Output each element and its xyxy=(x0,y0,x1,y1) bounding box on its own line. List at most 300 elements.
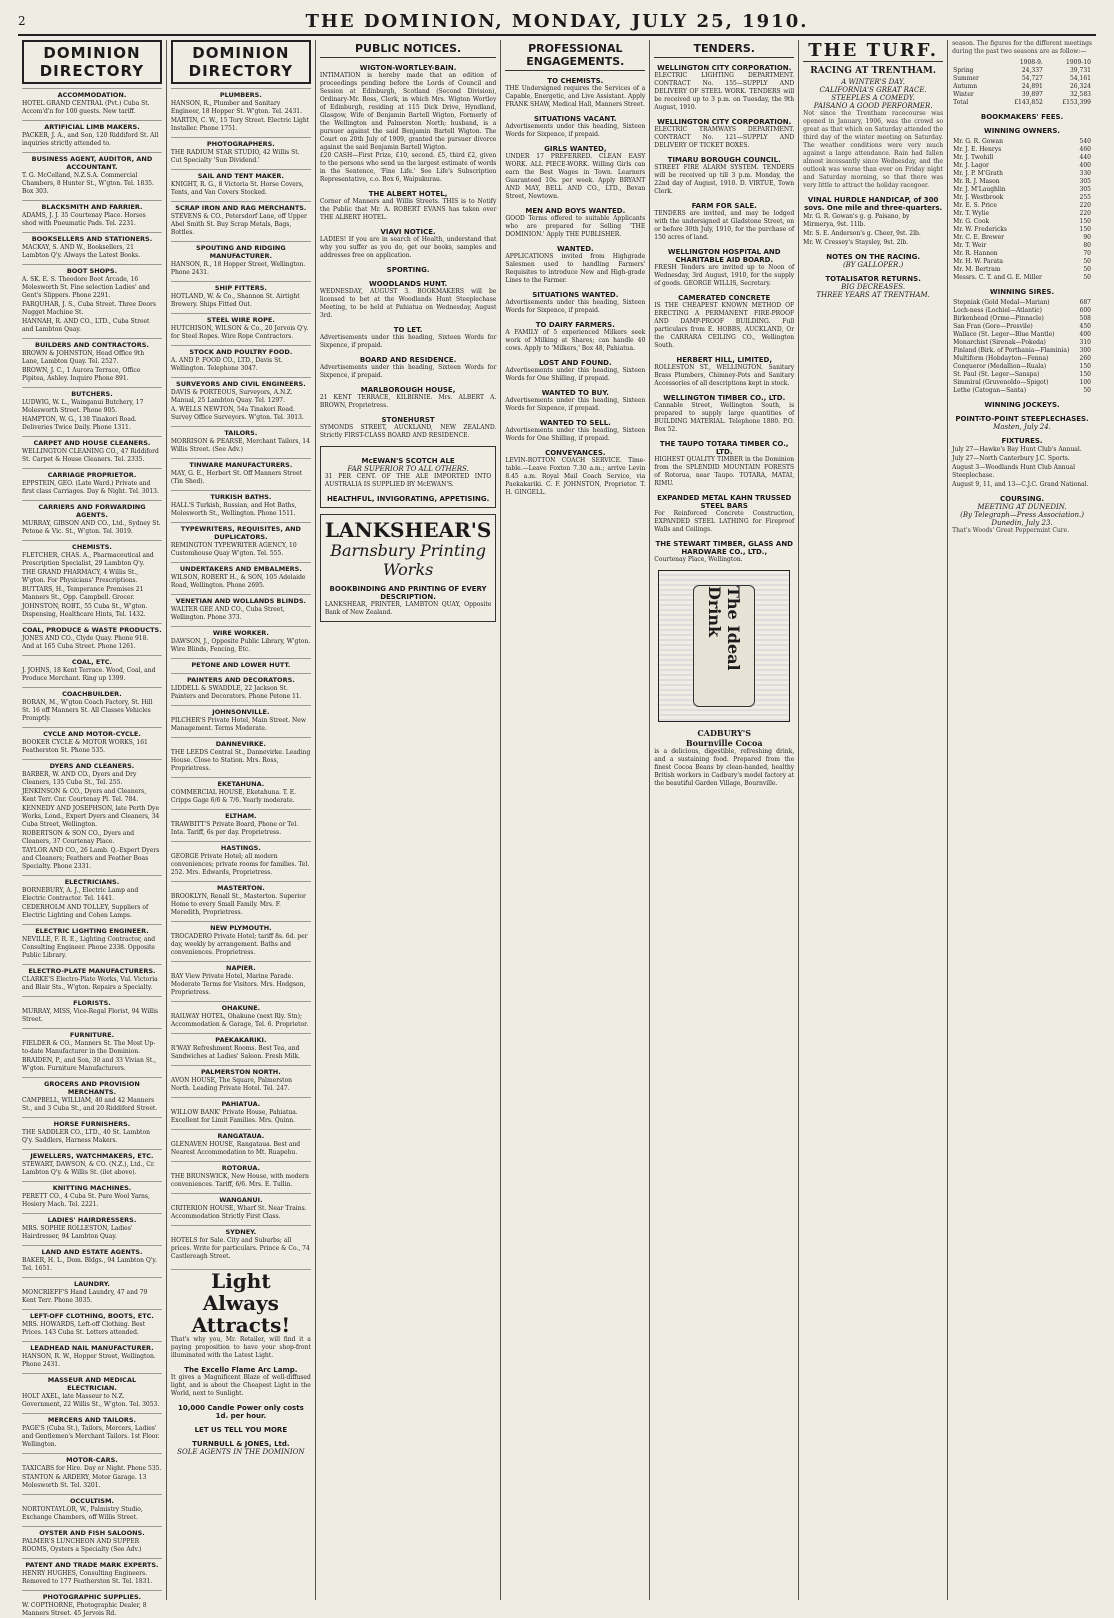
directory-section-heading: TYPEWRITERS, REQUISITES, AND DUPLICATORS. xyxy=(171,522,311,541)
table-cell: 150 xyxy=(1079,218,1091,225)
table-row xyxy=(952,202,1092,210)
directory-entry: HALL'S Turkish, Russian, and Hot Baths, Molesworth St., Wellington. Phone 1511. xyxy=(170,502,297,517)
table-cell: Autumn xyxy=(953,83,978,90)
directory-entry: LUDWIG, W. L., Wainganui Butchery, 17 Molesworth Street. Phone 905. xyxy=(22,399,144,414)
directory-section-heading: OCCULTISM. xyxy=(22,1494,162,1505)
directory-entry: DAWSON, J., Opposite Public Library, W'gton. Wire Blinds, Fencing, Etc. xyxy=(170,638,311,653)
directory-entry: KNIGHT, R. G., 8 Victoria St. Horse Covers, Tents, and Van Covers Stocked. xyxy=(170,181,304,196)
ad-footer: LANKSHEAR, PRINTER, LAMBTON QUAY, Opposite Bank of New Zealand. xyxy=(324,601,492,616)
tender-title: HERBERT HILL, LIMITED, xyxy=(676,356,772,364)
notice-title: VIAVI NOTICE. xyxy=(380,228,436,236)
page-columns xyxy=(18,40,1096,1617)
table-cell: Wallace (St. Leger—Blue Mantle) xyxy=(953,331,1055,338)
notice-title: GIRLS WANTED, xyxy=(544,145,607,153)
sub-headline: A WINTER'S DAY. xyxy=(841,78,905,86)
directory-section-heading: STEEL WIRE ROPE. xyxy=(171,313,311,324)
directory-section-heading: OHAKUNE. xyxy=(171,1001,311,1012)
turf-title: THE TURF. xyxy=(803,40,943,62)
season-table xyxy=(952,59,1092,107)
table-row xyxy=(952,363,1092,371)
notice-title: SITUATIONS WANTED. xyxy=(532,291,619,299)
ad-company-sub: SOLE AGENTS IN THE DOMINION xyxy=(177,1448,305,1456)
table-cell: Mr. M. Bertram xyxy=(953,266,1001,273)
table-cell: 305 xyxy=(1079,186,1091,193)
directory-section-heading: HORSE FURNISHERS. xyxy=(22,1117,162,1128)
masthead xyxy=(18,8,1096,36)
table-cell: Mr. G. R. Gowan xyxy=(953,138,1003,145)
table-cell: 70 xyxy=(1083,250,1091,257)
notes-byline: (BY GALLOPER.) xyxy=(842,261,904,269)
p2p-heading: POINT-TO-POINT STEEPLECHASES. xyxy=(955,415,1089,423)
notice-body: A FAMILY of 5 experienced Milkers seek work of Milking at Shares; can handle 40 cows. Apply to 'Milkers,' Box 48, Pahiatua. xyxy=(505,329,646,352)
table-cell: Mr. C. E. Brewer xyxy=(953,234,1005,241)
table-row xyxy=(952,226,1092,234)
table-row xyxy=(952,379,1092,387)
directory-section-heading: KNITTING MACHINES. xyxy=(22,1181,162,1192)
table-cell: 687 xyxy=(1079,299,1091,306)
directory-entry: J. JOHNS, 18 Kent Terrace. Wood, Coal, and Produce Merchant. Ring up 1399. xyxy=(22,667,156,682)
directory-entry: BAKER, H. L., Dom. Bldgs., 94 Lambton Q'y. Tel. 1651. xyxy=(22,1257,157,1272)
table-row xyxy=(952,138,1092,146)
directory-entry: R'WAY Refreshment Rooms. Best Tea, and Sandwiches at Ladies' Saloon. Fresh Milk. xyxy=(170,1045,300,1060)
sub-headline: PAISANO A GOOD PERFORMER. xyxy=(813,102,933,110)
directory-section-heading: TINWARE MANUFACTURERS. xyxy=(171,458,311,469)
directory-section-heading: MOTOR-CARS. xyxy=(22,1453,162,1464)
directory-section-heading: BOOKSELLERS AND STATIONERS. xyxy=(22,232,162,243)
tender-title: TIMARU BOROUGH COUNCIL. xyxy=(667,156,781,164)
race-result: Mr. G. R. Gowan's g. g. Paisano, by Mirmerya, 9st. 11lb. xyxy=(803,213,910,228)
directory-entry: HAMPTON, W. G., 138 Tinakori Road. Deliveries Twice Daily. Phone 1311. xyxy=(22,416,137,431)
owners-table xyxy=(952,138,1092,282)
directory-section-heading: ACCOMMODATION. xyxy=(22,88,162,99)
table-row xyxy=(952,186,1092,194)
ad-body: That's why you, Mr. Retailer, will find it a paying proposition to have your shop-front illuminated with the Latest Light. xyxy=(170,1336,311,1359)
directory-entry: HANNAH, R. AND CO., LTD., Cuba Street and Lambton Quay. xyxy=(22,318,150,333)
directory-section-heading: PHOTOGRAPHERS. xyxy=(171,137,311,148)
tender-title: WELLINGTON TIMBER CO., LTD. xyxy=(663,394,786,402)
table-cell: Winter xyxy=(953,91,974,98)
table-cell: Mr. J. M'Laughlin xyxy=(953,186,1006,193)
professional-heading: PROFESSIONAL ENGAGEMENTS. xyxy=(505,40,645,71)
directory-entry: TAXICABS for Hire. Day or Night. Phone 535. xyxy=(22,1465,162,1472)
table-row xyxy=(952,331,1092,339)
table-row xyxy=(952,170,1092,178)
race-result: Mr. W. Cressey's Staysley, 9st. 2lb. xyxy=(803,239,909,246)
table-row xyxy=(952,154,1092,162)
sires-table xyxy=(952,299,1092,395)
table-row xyxy=(952,250,1092,258)
notice-title: MEN AND BOYS WANTED. xyxy=(525,207,626,215)
directory-section-heading: JEWELLERS, WATCHMAKERS, ETC. xyxy=(22,1149,162,1160)
directory-entry: MAY, G. E., Herbert St. Off Manners Street (Tin Shed). xyxy=(170,470,303,485)
directory-entry: FIELDER & CO., Manners St. The Most Up-to-date Manufacturer in the Dominion. xyxy=(22,1040,156,1055)
notice-title: WANTED TO BUY. xyxy=(541,389,609,397)
notice-body: APPLICATIONS invited from Highgrade Salesmen used to handling Farmers' Requisites to introduce New and High-grade Lines to the Farmer. xyxy=(505,253,646,284)
directory-section-heading: STOCK AND POULTRY FOOD. xyxy=(171,345,311,356)
tender-title: THE TAUPO TOTARA TIMBER CO., LTD. xyxy=(659,440,789,456)
table-cell: 460 xyxy=(1079,146,1091,153)
directory-section-heading: ELECTRIC LIGHTING ENGINEER. xyxy=(22,924,162,935)
directory-entry: BORNEBURY, A. J., Electric Lamp and Electric Contractor. Tel. 1441. xyxy=(22,887,139,902)
table-cell: Mr. E. S. Price xyxy=(953,202,997,209)
directory-entry: MONCRIEFF'S Hand Laundry, 47 and 79 Kent Terr. Phone 3035. xyxy=(22,1289,148,1304)
directory-section-heading: PHOTOGRAPHIC SUPPLIES. xyxy=(22,1590,162,1601)
ad-body: 31 PER CENT. OF THE ALE IMPORTED INTO AUSTRALIA IS SUPPLIED BY McEWAN'S. xyxy=(324,473,492,488)
table-cell: 24,337 xyxy=(1021,67,1043,74)
table-row xyxy=(952,387,1092,395)
tenders-heading: TENDERS. xyxy=(654,40,794,58)
directory-entry: COMMERCIAL HOUSE, Eketahuna. T. E. Cripps Gage 6/6 & 7/6. Yearly moderate. xyxy=(170,789,297,804)
table-cell: 255 xyxy=(1079,194,1091,201)
directory-entry: TROCADERO Private Hotel; tariff 8s. 6d. per day, weekly by arrangement. Baths and conveniences. Proprietress. xyxy=(170,933,308,956)
directory-entry: FLETCHER, CHAS. A., Pharmaceutical and Prescription Specialist, 29 Lambton Q'y. xyxy=(22,552,154,567)
directory-entry: PERETT CO., 4 Cuba St. Pure Wool Yarns, Hosiery Mach. Tel. 2221. xyxy=(22,1193,150,1208)
directory-entry: PALMER'S LUNCHEON AND SUPPER ROOMS, Oysters a Specialty (See Adv.) xyxy=(22,1538,142,1553)
directory-section-heading: MASTERTON. xyxy=(171,881,311,892)
table-row xyxy=(952,323,1092,331)
notice-body: UNDER 17 PREFERRED. CLEAN EASY WORK. ALL PIECE-WORK. Willing Girls can earn the Best Wages in Town. Learners Guaranteed 10s. per week. Apply BRYANT AND MAY, BELL AND CO., LTD., Bevan Street, Newtown. xyxy=(505,153,646,200)
directory-section-heading: SHIP FITTERS. xyxy=(171,281,311,292)
three-years-heading: THREE YEARS AT TRENTHAM. xyxy=(816,291,930,299)
table-cell: 600 xyxy=(1079,307,1091,314)
directory-entry: HOTLAND, W. & Co., Shannon St. Airtight Brewery. Ships Fitted Out. xyxy=(170,293,300,308)
directory-section-heading: BUILDERS AND CONTRACTORS. xyxy=(22,338,162,349)
directory-section-heading: VENETIAN AND WOLLANDS BLINDS. xyxy=(171,594,311,605)
directory-section-heading: OYSTER AND FISH SALOONS. xyxy=(22,1526,162,1537)
directory-entry: PACKER, J. A., and Son, 120 Riddiford St. All inquiries strictly attended to. xyxy=(22,132,159,147)
table-cell: 220 xyxy=(1079,210,1091,217)
directory-section-heading: COAL, PRODUCE & WASTE PRODUCTS. xyxy=(22,623,162,634)
directory-entry: JONES AND CO., Clyde Quay. Phone 918. And at 165 Cuba Street. Phone 1261. xyxy=(22,635,149,650)
table-header-cell: 1909-10 xyxy=(1066,59,1091,66)
tender-body: ELECTRIC TRAMWAYS DEPARTMENT. CONTRACT No. 121—SUPPLY AND DELIVERY OF TICKET BOXES. xyxy=(654,126,795,149)
directory-section-heading: NEW PLYMOUTH. xyxy=(171,921,311,932)
table-cell: 305 xyxy=(1079,178,1091,185)
directory-entry: THE LEEDS Central St., Dannevirke. Leading House. Close to Station. Mrs. Ross, Proprietress. xyxy=(170,749,311,772)
table-cell: Mr. T. Weir xyxy=(953,242,987,249)
directory-entry: EPPSTEIN, GEO. (Late Ward.) Private and first class Carriages. Day & Night. Tel. 3013. xyxy=(22,480,159,495)
notice-body: INTIMATION is hereby made that an edition of proceedings pending before the Lords of Council and Session at Edinburgh, Scotland (Second Division), Ordinary-Mr. Ross, Clerk, in which Mrs. Wigton Wortley of Edinburgh, residing at 115 Dick Drive, Hyndland, Glasgow, Wife of Benjamin Bartell Wigton, Formerly of the Wellington and Palmerston North; husband, is a pursuer against the said Benjamin Bartell Wigton. The Court on 20th July of 1909, granted the pursuer divorce against the said Benjamin Bartell Wigton. xyxy=(319,72,497,151)
directory-section-heading: ARTIFICIAL LIMB MAKERS. xyxy=(22,120,162,131)
directory-entry: WILLOW BANK' Private House, Pahiatua. Excellent for Limit Families. Mrs. Quinn. xyxy=(170,1109,298,1124)
table-cell: Total xyxy=(953,99,969,106)
directory-section-heading: BUSINESS AGENT, AUDITOR, AND ACCOUNTANT. xyxy=(22,152,162,171)
directory-entry: NEVILLE, F. R. E., Lighting Contractor, and Consulting Engineer. Phone 2338. Opposite Public Library. xyxy=(22,936,156,959)
directory-entry: MACKAY, S. AND W., Booksellers, 21 Lambton Q'y. Always the Latest Books. xyxy=(22,244,141,259)
directory-section-heading: MERCERS AND TAILORS. xyxy=(22,1413,162,1424)
table-cell: 50 xyxy=(1083,274,1091,281)
tender-body: For Reinforced Concrete Construction, EXPANDED STEEL LATHING for Fireproof Walls and Ceilings. xyxy=(654,510,795,533)
directory-entry: BARBER, W. AND CO., Dyers and Dry Cleaners, 135 Cuba St., Tel. 255. xyxy=(22,771,137,786)
ad-brand: The Excello Flame Arc Lamp. xyxy=(184,1366,298,1374)
tender-body: Courtenay Place, Wellington. xyxy=(654,556,743,563)
table-row xyxy=(952,371,1092,379)
directory-entry: THE RADIUM STAR STUDIO, 42 Willis St. Cut Specialty 'Sun Dividend.' xyxy=(170,149,300,164)
directory-section-heading: SPOUTING AND RIDGING MANUFACTURER. xyxy=(171,241,311,260)
notice-title: BOARD AND RESIDENCE. xyxy=(359,356,457,364)
owners-heading: WINNING OWNERS. xyxy=(983,127,1061,135)
notice-body: WEDNESDAY, AUGUST 3. BOOKMAKERS will be licensed to bet at the Woodlands Hunt Steeplechase Meeting, to be held at Pahiatua on Wednesday, August 3rd. xyxy=(319,288,497,319)
directory-entry: HANSON, R., Plumber and Sanitary Engineer, 18 Hopper St. W'gton. Tel. 2431. xyxy=(170,100,302,115)
tender-title: FARM FOR SALE. xyxy=(691,202,757,210)
tender-body: STREET FIRE ALARM SYSTEM. TENDERS will be received up till 3 p.m. Monday, the 22nd day of August, 1910. D. VIRTUE, Town Clerk. xyxy=(654,164,795,195)
table-cell: 440 xyxy=(1079,154,1091,161)
sires-heading: WINNING SIRES. xyxy=(989,288,1055,296)
tender-body: ROLLESTON ST., WELLINGTON. Sanitary Brass Plumbers, Chimney-Pots and Sanitary Accessories of all descriptions kept in stock. xyxy=(654,364,795,387)
table-cell: 54,161 xyxy=(1069,75,1091,82)
table-cell: Mr. R. J. Mason xyxy=(953,178,1000,185)
directory-entry: BROWN, J. C., 1 Aurora Terrace, Office Pipitea, Ashley. Inquire Phone 891. xyxy=(22,367,141,382)
directory-entry: AVON HOUSE, The Square, Palmerston North. Leading Private Hotel. Tel. 247. xyxy=(170,1077,293,1092)
table-row xyxy=(952,258,1092,266)
directory-section-heading: FURNITURE. xyxy=(22,1028,162,1039)
table-row xyxy=(952,210,1092,218)
directory-entry: BROWN & JOHNSTON, Head Office 9th Lane, Lambton Quay. Tel. 2527. xyxy=(22,350,145,365)
directory-entry: ADAMS, J. J. 35 Courtenay Place. Horses shod with Pneumatic Pads. Tel. 2231. xyxy=(22,212,146,227)
notice-body: Advertisements under this heading, Sixteen Words for One Shilling, if prepaid. xyxy=(505,367,646,382)
table-cell: 220 xyxy=(1079,202,1091,209)
directory-section-heading: PLUMBERS. xyxy=(171,88,311,99)
table-row xyxy=(952,83,1092,91)
directory-entry: CRITERION HOUSE, Wharf St. Near Trains. Accommodation Strictly First Class. xyxy=(170,1205,307,1220)
tender-body: TENDERS are invited, and may be lodged with the undersigned at Gladstone Street, on or before 30th July, 1910, for the purchase of 150 acres of land. xyxy=(654,210,795,241)
ad-title: LANKSHEAR'S xyxy=(324,518,492,542)
table-cell: 32,583 xyxy=(1069,91,1091,98)
table-cell: 50 xyxy=(1083,258,1091,265)
directory-section-heading: JOHNSONVILLE. xyxy=(171,705,311,716)
ad-company: TURNBULL & JONES, Ltd. xyxy=(192,1440,290,1448)
table-cell: 50 xyxy=(1083,266,1091,273)
table-row xyxy=(952,299,1092,307)
table-cell: 150 xyxy=(1079,371,1091,378)
fixture-item: July 27—North Canterbury J.C. Sports. xyxy=(952,455,1070,462)
table-row xyxy=(952,75,1092,83)
totalisator-subheading: BIG DECREASES. xyxy=(841,283,906,291)
directory-section-heading: BOOT SHOPS. xyxy=(22,264,162,275)
table-cell: 330 xyxy=(1079,170,1091,177)
directory-section-heading: CARRIAGE PROPRIETOR. xyxy=(22,468,162,479)
table-cell: Birkenhead (Orme—Pinnacle) xyxy=(953,315,1044,322)
table-row xyxy=(952,218,1092,226)
table-row xyxy=(952,194,1092,202)
table-cell: Mr. J. Westbrook xyxy=(953,194,1004,201)
coursing-heading: COURSING. xyxy=(999,495,1045,503)
directory-entry: WELLINGTON CLEANING CO., 47 Riddiford St. Carpet & House Cleaners. Tel. 2335. xyxy=(22,448,159,463)
notice-body: LEVIN-ROTTON COACH SERVICE. Time-table.—Leave Foxton 7.30 a.m.; arrive Levin 8.45 a.m. Royal Mail Coach Service, via Paekakariki. C. F. JOHNSTON, Proprietor. T. H. GINGELL. xyxy=(505,457,646,496)
table-cell: Multiform (Hobdayton—Fenna) xyxy=(953,355,1049,362)
directory-entry: A. AND P. FOOD CO., LTD., Davis St. Wellington. Telephone 3047. xyxy=(170,357,283,372)
directory-entry: PAGE'S (Cuba St.), Tailors, Mercers, Ladies' and Gentlemen's Merchant Tailors. 1st Floor. Wellington. xyxy=(22,1425,160,1448)
table-cell: Simmiral (Gruvenoldo—Spigot) xyxy=(953,379,1049,386)
tender-title: WELLINGTON HOSPITAL AND CHARITABLE AID BOARD. xyxy=(667,248,781,264)
column-directory-1 xyxy=(18,40,167,1617)
table-cell: Mr. J. Lagor xyxy=(953,162,989,169)
notice-title: TO CHEMISTS. xyxy=(547,77,604,85)
directory-entry: W. COPTHORNE, Photographic Dealer, 8 Manners Street. 45 Jervois Rd. xyxy=(22,1602,147,1617)
tender-title: THE STEWART TIMBER, GLASS AND HARDWARE CO., LTD., xyxy=(655,540,793,556)
notice-title: CONVEYANCES. xyxy=(545,449,606,457)
notice-body: Advertisements under this heading, Sixteen Words for Sixpence, if prepaid. xyxy=(319,334,497,349)
directory-entry: JENKINSON & CO., Dyers and Cleaners, Kent Terr. Cnr. Courtenay Pl. Tel. 784. xyxy=(22,788,147,803)
table-cell: Mr. G. Cook xyxy=(953,218,990,225)
column-directory-2 xyxy=(167,40,316,1600)
directory-section-heading: WANGANUI. xyxy=(171,1193,311,1204)
notice-body: LADIES! If you are in search of Health, understand that why you suffer as you do, get our books, samples and addresses free on application. xyxy=(319,236,497,259)
directory-section-heading: PATENT AND TRADE MARK EXPERTS. xyxy=(22,1558,162,1569)
table-cell: 450 xyxy=(1079,323,1091,330)
table-cell: £153,399 xyxy=(1062,99,1091,106)
tender-title: WELLINGTON CITY CORPORATION. xyxy=(657,64,792,72)
directory-entry: PILCHER'S Private Hotel, Main Street. New Management. Terms Moderate. xyxy=(170,717,306,732)
directory-entry: A. SK. E. S. Theodore Boot Arcade, 16 Molesworth St. Fine selection Ladies' and Gent's Slippers. Phone 2291. xyxy=(22,276,150,299)
table-cell: 150 xyxy=(1079,226,1091,233)
table-cell: Mr. J. P. M'Grath xyxy=(953,170,1003,177)
ad-cta: LET US TELL YOU MORE xyxy=(194,1426,288,1434)
table-cell: Mr. J. Twohill xyxy=(953,154,994,161)
directory-section-heading: CYCLE AND MOTOR-CYCLE. xyxy=(22,727,162,738)
article-body: Not since the Trentham racecourse was opened in January, 1906, was the crowd so great as that which on Saturday attended the third day of the winter meeting on Saturday. The weather conditions were very much against a large attendance. Rain had fallen almost incessantly since Wednesday, and the outlook was worse than ever on Friday night and Saturday morning, so that there was very little to attract the holiday racegoer. xyxy=(803,110,944,189)
notice-title: LOST AND FOUND. xyxy=(538,359,612,367)
totalisator-heading: TOTALISATOR RETURNS. xyxy=(825,275,921,283)
directory-section-heading: SAIL AND TENT MAKER. xyxy=(171,169,311,180)
notice-title: WOODLANDS HUNT. xyxy=(368,280,448,288)
notice-body: Advertisements under this heading, Sixteen Words for One Shilling, if prepaid. xyxy=(505,427,646,442)
directory-section-heading: WIRE WORKER. xyxy=(171,626,311,637)
notice-title: TO LET. xyxy=(393,326,423,334)
directory-entry: BORAN, M., W'gton Coach Factory, St. Hill St. 16 off Manners St. All Classes Vehicles Promptly. xyxy=(22,699,153,722)
directory-section-heading: TAILORS. xyxy=(171,426,311,437)
directory-entry: HOLT AXEL, late Masseur to N.Z. Government, 22 Willis St., W'gton. Tel. 3053. xyxy=(22,1393,160,1408)
table-cell: Lethe (Catogan—Santa) xyxy=(953,387,1027,394)
table-row xyxy=(952,315,1092,323)
directory-entry: THE BRUNSWICK, New House, with modern conveniences. Tariff, 6/6. Mrs. E. Tullin. xyxy=(170,1173,309,1188)
directory-entry: TAYLOR AND CO., 26 Lamb. Q.-Expert Dyers and Cleaners; Feathers and Feather Boas Specialty. Phone 2331. xyxy=(22,847,160,870)
table-cell: 540 xyxy=(1079,138,1091,145)
directory-entry: STEWART, DAWSON, & CO. (N.Z.), Ltd., Cr. Lambton Q'y. & Willis St. (ilet above). xyxy=(22,1161,155,1176)
table-cell: 39,897 xyxy=(1021,91,1043,98)
directory-section-heading: CHEMISTS. xyxy=(22,540,162,551)
table-cell: 24,891 xyxy=(1021,83,1043,90)
directory-section-heading: RANGATAUA. xyxy=(171,1129,311,1140)
tender-title: WELLINGTON CITY CORPORATION. xyxy=(657,118,792,126)
cocoa-tin-illustration xyxy=(658,570,790,722)
column-public-notices xyxy=(316,40,502,1600)
table-header-row xyxy=(952,59,1092,67)
directory-section-heading: UNDERTAKERS AND EMBALMERS. xyxy=(171,562,311,573)
directory-section-heading: TURKISH BATHS. xyxy=(171,490,311,501)
directory-entry: MRS. HOWARDS, Left-off Clothing. Best Prices. 143 Cuba St. Letters attended. xyxy=(22,1321,146,1336)
directory-entry: REMINGTON TYPEWRITER AGENCY, 10 Customhouse Quay W'gton. Tel. 555. xyxy=(170,542,297,557)
cadbury-product: Bournville Cocoa xyxy=(685,738,763,748)
notice-title: STONEHURST xyxy=(381,416,435,424)
table-cell: 150 xyxy=(1079,363,1091,370)
fixture-item: July 27—Hawke's Bay Hunt Club's Annual. xyxy=(952,446,1082,453)
directory-section-heading: COAL, ETC. xyxy=(22,655,162,666)
directory-entry: BRAIDEN, P., and Son, 30 and 33 Vivian St., W'gton. Furniture Manufacturers. xyxy=(22,1057,157,1072)
directory-entry: JOHNSTON, ROBT., 55 Cuba St., W'gton. Dispensing, Healthcare Hints, Tel. 1432. xyxy=(22,603,148,618)
notice-title: SITUATIONS VACANT. xyxy=(534,115,617,123)
newspaper-title: THE DOMINION, MONDAY, JULY 25, 1910. xyxy=(305,10,809,32)
directory-entry: CEDERHOLM AND TOLLEY, Suppliers of Electric Lighting and Cohen Lamps. xyxy=(22,904,149,919)
p2p-subheading: Masten, July 24. xyxy=(993,423,1051,431)
ad-price: 10,000 Candle Power only costs 1d. per hour. xyxy=(177,1404,304,1420)
table-cell: 90 xyxy=(1083,234,1091,241)
excello-lamp-ad xyxy=(171,1269,311,1456)
ad-headline-light: Light xyxy=(211,1269,271,1293)
directory-section-heading: LAND AND ESTATE AGENTS. xyxy=(22,1245,162,1256)
table-header-cell xyxy=(952,59,996,67)
table-cell: 400 xyxy=(1079,331,1091,338)
sub-headline: CALIFORNIA'S GREAT RACE. xyxy=(819,86,927,94)
notice-body: Advertisements under this heading, Sixteen Words for Sixpence, if prepaid. xyxy=(505,299,646,314)
directory-section-heading: SYDNEY. xyxy=(171,1225,311,1236)
directory-entry: WALTER GEE AND CO., Cuba Street, Wellington. Phone 373. xyxy=(170,606,285,621)
table-row xyxy=(952,242,1092,250)
table-row xyxy=(952,355,1092,363)
directory-entry: HUTCHISON, WILSON & Co., 20 Jervois Q'y. for Steel Ropes. Wire Rope Contractors. xyxy=(170,325,309,340)
column-turf-stats xyxy=(948,40,1096,1600)
directory-section-heading: LADIES' HAIRDRESSERS. xyxy=(22,1213,162,1224)
table-cell: Mr. J. E. Henrys xyxy=(953,146,1002,153)
directory-section-heading: LAUNDRY. xyxy=(22,1277,162,1288)
race-title: RACING AT TRENTHAM. xyxy=(810,66,936,76)
notes-heading: NOTES ON THE RACING. xyxy=(826,253,920,261)
directory-section-heading: BLACKSMITH AND FARRIER. xyxy=(22,200,162,211)
table-cell: Messrs. C. T. and G. E. Miller xyxy=(953,274,1042,281)
notice-title: SPORTING. xyxy=(386,266,430,274)
directory-section-heading: EKETAHUNA. xyxy=(171,777,311,788)
directory-entry: CAMPBELL, WILLIAM, 40 and 42 Manners St., and 3 Cuba St., and 20 Riddiford Street. xyxy=(22,1097,158,1112)
public-notices-heading: PUBLIC NOTICES. xyxy=(320,40,497,58)
table-cell: 400 xyxy=(1079,162,1091,169)
directory-section-heading: CARRIERS AND FORWARDING AGENTS. xyxy=(22,500,162,519)
directory-entry: NORTONTAYLOR, W., Palmistry Studio, Exchange Chambers, off Willis Street. xyxy=(22,1506,143,1521)
table-row xyxy=(952,67,1092,75)
ad-headline-attracts: Attracts! xyxy=(191,1313,291,1337)
table-cell: 39,731 xyxy=(1069,67,1091,74)
directory-entry: HANSON, R. W., Hopper Street, Wellington. Phone 2431. xyxy=(22,1353,156,1368)
directory-entry: BROOKLYN, Renall St., Masterton. Superior Home to every Small Family. Mrs. F. Meredith, Proprietress. xyxy=(170,893,306,916)
tender-body: HIGHEST QUALITY TIMBER in the Dominion from the SPLENDID MOUNTAIN FORESTS of Rotorua, near Taupo. TOTARA, MATAI, RIMU. xyxy=(654,456,795,487)
table-row xyxy=(952,347,1092,355)
table-row xyxy=(952,274,1092,282)
coursing-byline: (By Telegraph—Press Association.) Dunedin, July 23. xyxy=(960,511,1084,527)
column-turf xyxy=(799,40,948,1600)
table-row xyxy=(952,234,1092,242)
directory-heading: DOMINION DIRECTORY xyxy=(22,40,162,84)
table-cell: Mr. H. W. Parata xyxy=(953,258,1004,265)
directory-section-heading: NAPIER. xyxy=(171,961,311,972)
table-row xyxy=(952,162,1092,170)
directory-section-heading: FLORISTS. xyxy=(22,996,162,1007)
directory-entry: DAVIS & PORTEOUS, Surveyors, A.N.Z. Manual, 25 Lambton Quay. Tel. 1297. xyxy=(170,389,293,404)
cadbury-body: is a delicious, digestible, refreshing drink, and a sustaining food. Prepared from the finest Cocoa Beans by clean-handed, healthy British workers in Cadbury's model factory at the beautiful Garden Village, Bournville. xyxy=(654,748,795,787)
notice-body: Advertisements under this heading, Sixteen Words for Sixpence, if prepaid. xyxy=(505,123,646,138)
directory-entry: HENRY HUGHES, Consulting Engineers. Removed to 177 Featherston St. Tel. 1831. xyxy=(22,1570,153,1585)
directory-section-heading: PAINTERS AND DECORATORS. xyxy=(171,673,311,684)
directory-section-heading: ELTHAM. xyxy=(171,809,311,820)
jockeys-heading: WINNING JOCKEYS. xyxy=(984,401,1060,409)
directory-entry: MURRAY, GIBSON AND CO., Ltd., Sydney St. Petone & Vic. St., W'gton. Tel. 3019. xyxy=(22,520,161,535)
directory-entry: GEORGE Private Hotel; all modern conveniences; private rooms for families. Tel. 252. Mrs. Edwards, Proprietress. xyxy=(170,853,310,876)
notice-body: SYMONDS STREET, AUCKLAND, NEW ZEALAND. Strictly FIRST-CLASS BOARD AND RESIDENCE. xyxy=(319,424,497,439)
table-row xyxy=(952,91,1092,99)
directory-entry: BUTTARS, H., Temperance Premises 21 Manners St., Opp. Campbell. Grocer. xyxy=(22,586,144,601)
directory-entry: FARQUHAR, J. S., Cuba Street. Three Doors Nugget Machine St. xyxy=(22,301,156,316)
table-cell: St. Paul (St. Leger—Sanspa) xyxy=(953,371,1040,378)
table-cell: 300 xyxy=(1079,347,1091,354)
directory-section-heading: MASSEUR AND MEDICAL ELECTRICIAN. xyxy=(22,1373,162,1392)
